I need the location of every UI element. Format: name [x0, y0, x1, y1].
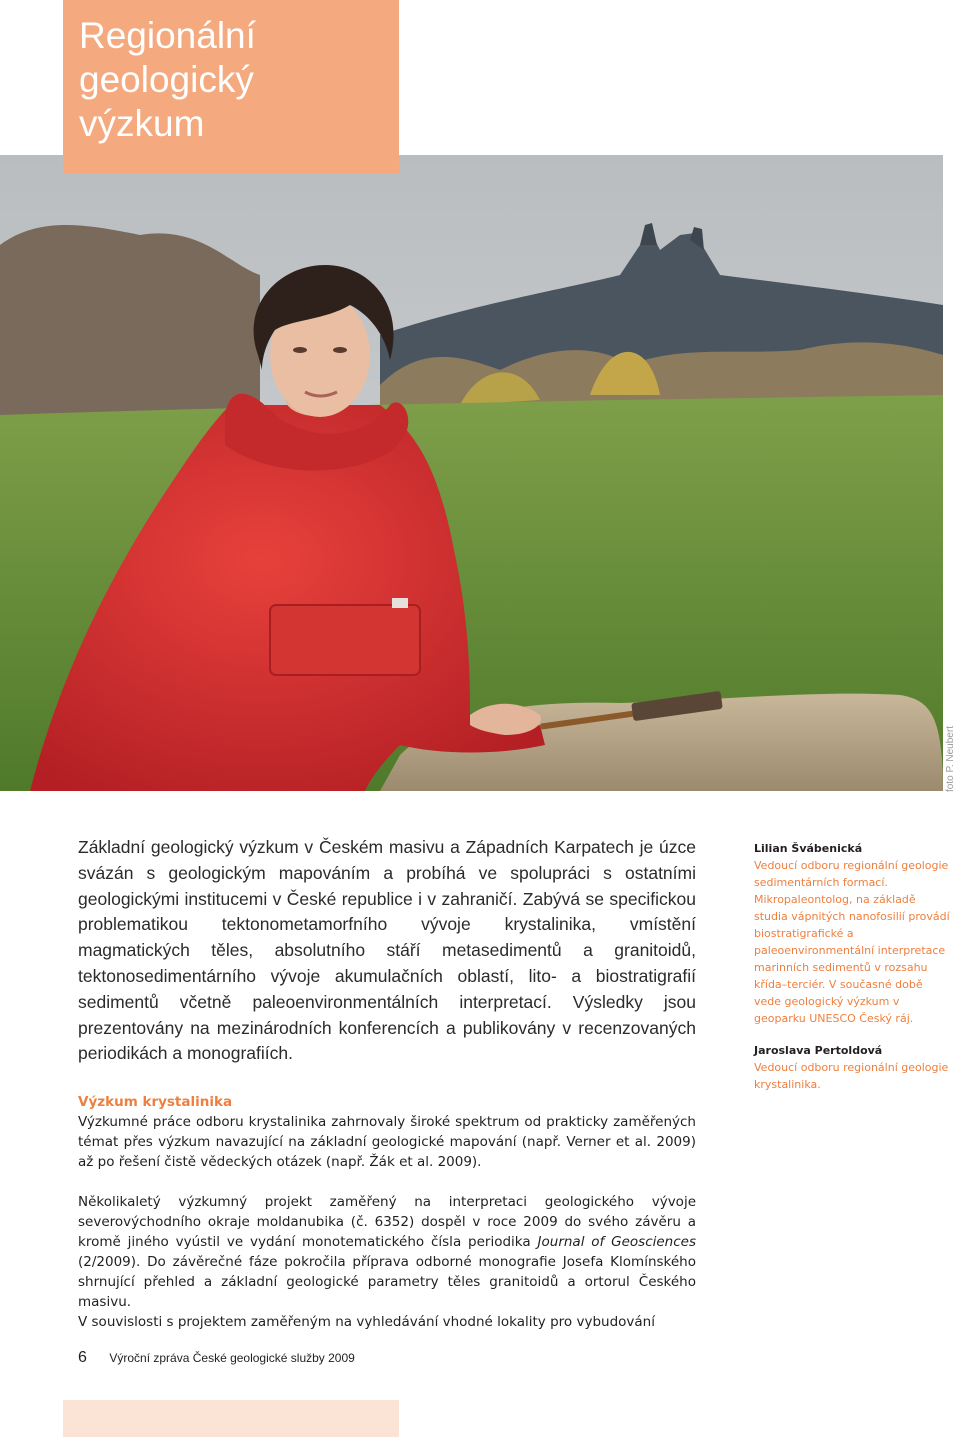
- section-heading: Výzkum krystalinika: [78, 1094, 233, 1111]
- sidebar: [754, 840, 950, 1108]
- person-description: Vedoucí odboru regionální geologie krystalinika.: [754, 1061, 949, 1091]
- main-column: [78, 835, 696, 1332]
- title-line: Regionální: [79, 15, 256, 56]
- paragraph2-part2: (2/2009). Do závěrečné fáze pokročila příprava odborné monografie Josefa Klomínského shrnující přehled a základní geologické parametry těles granitoidů a ortorul Českého masivu.: [78, 1254, 696, 1311]
- sidebar-person: [754, 1042, 950, 1093]
- person-description: Vedoucí odboru regionální geologie sedimentárních formací. Mikropaleontolog, na základě studia vápnitých nanofosilií provádí biostratigrafické a paleoenvironmentální interpretace marinních sedimentů v rozsahu křída–terciér. V současné době vede geologický výzkum v geoparku UNESCO Český ráj.: [754, 859, 950, 1025]
- paragraph2-part1: Několikaletý výzkumný projekt zaměřený na interpretaci geologického vývoje severovýchodního okraje moldanubika (č. 6352) dospěl v roce 2009 do svého závěru a kromě jiného vyústil ve vydání monotematického čísla periodika: [78, 1194, 696, 1251]
- section-paragraph-2: [78, 1192, 696, 1312]
- person-name: Jaroslava Pertoldová: [754, 1044, 883, 1057]
- journal-title: Journal of Geosciences: [537, 1234, 696, 1251]
- bottom-color-bar: [63, 1400, 399, 1437]
- page-footer: [78, 1349, 355, 1367]
- section-paragraph-3: V souvislosti s projektem zaměřeným na vyhledávání vhodné lokality pro vybudování: [78, 1314, 655, 1331]
- sidebar-person: [754, 840, 950, 1027]
- section-paragraph-1: Výzkumné práce odboru krystalinika zahrnovaly široké spektrum od prakticky zaměřených témat přes výzkum navazující na základní geologické mapování (např. Verner et al. 2009) až po řešení čistě vědeckých otázek (např. Žák et al. 2009).: [78, 1114, 696, 1171]
- person-name: Lilian Švábenická: [754, 842, 863, 855]
- photo-credit: [944, 700, 960, 792]
- title-line: geologický: [79, 59, 254, 100]
- lead-paragraph: Základní geologický výzkum v Českém masivu a Západních Karpatech je úzce svázán s geologickým mapováním a probíhá ve spolupráci s ostatními geologickými institucemi v České republice i v zahraničí. Zabývá se specifickou problematikou tektonometamorfního vývoje krystalinika, vmístění magmatických těles, absolutního stáří metasedimentů a granitoidů, tektonosedimentárního vývoje akumulačních oblastí, lito- a biostratigrafií sedimentů včetně paleoenvironmentálních interpretací. Výsledky jsou prezentovány na mezinárodních konferencích a publikovány v recenzovaných periodikách a monografiích.: [78, 837, 696, 1064]
- hero-photo: [0, 155, 943, 791]
- title-line: výzkum: [79, 103, 205, 144]
- page-title: [79, 14, 256, 146]
- photo-credit-text: foto P. Neubert: [945, 726, 956, 792]
- page-number: 6: [78, 1349, 87, 1366]
- title-box: [63, 0, 399, 174]
- report-title: Výroční zpráva České geologické služby 2009: [109, 1351, 355, 1365]
